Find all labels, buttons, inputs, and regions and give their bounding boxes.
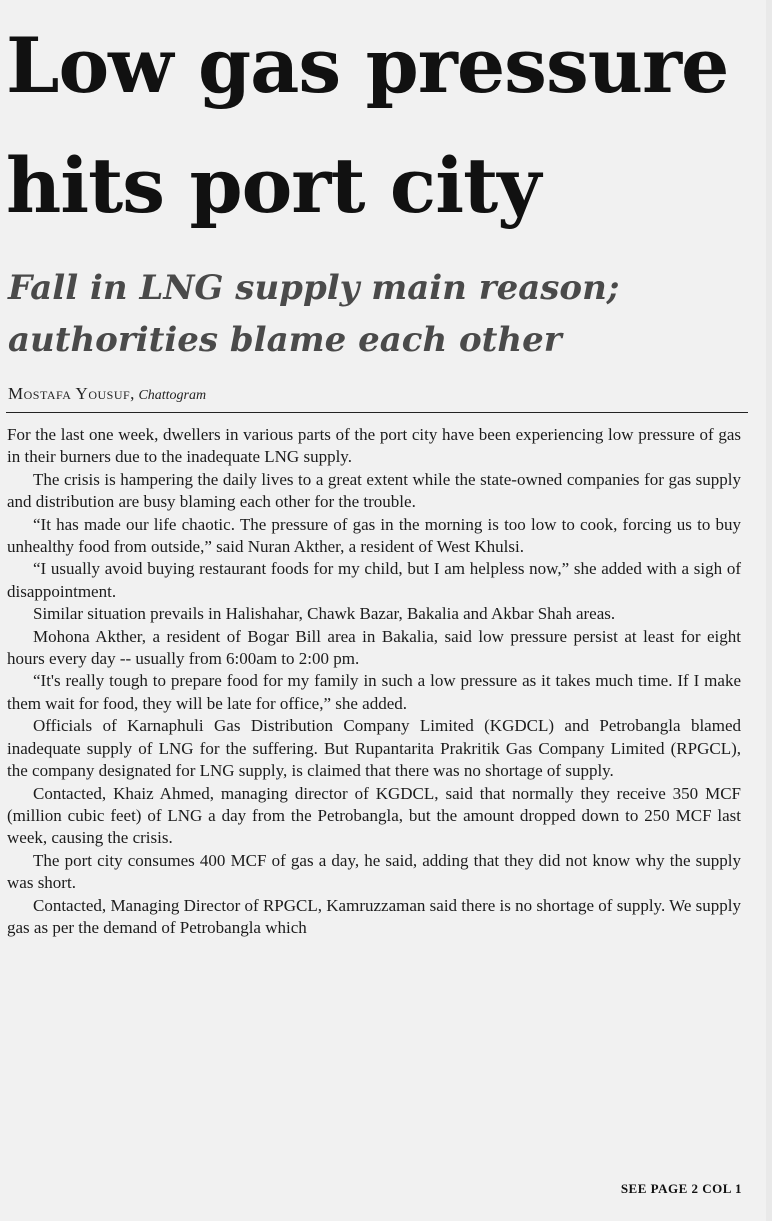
paragraph: Similar situation prevails in Halishahar, Chawk Bazar, Bakalia and Akbar Shah areas. <box>33 604 616 624</box>
paragraph: The crisis is hampering the daily lives to a great extent while the state-owned companies for gas supply and distribution are busy blaming each other for the trouble. <box>7 469 741 512</box>
byline-location: Chattogram <box>138 388 207 403</box>
byline-author: Mostafa Yousuf, <box>8 384 135 403</box>
subheadline: Fall in LNG supply main reason; authorities blame each other <box>8 268 620 360</box>
paragraph: The port city consumes 400 MCF of gas a day, he said, adding that they did not know why the supply was short. <box>7 850 741 893</box>
continuation-jump: SEE PAGE 2 COL 1 <box>620 1181 742 1196</box>
paragraph: Contacted, Khaiz Ahmed, managing director of KGDCL, said that normally they receive 350 MCF (million cubic feet) of LNG a day from the Petrobangla, but the amount dropped down to 250 MCF last week, causing the crisis. <box>7 783 741 848</box>
paragraph: Officials of Karnaphuli Gas Distribution Company Limited (KGDCL) and Petrobangla blamed inadequate supply of LNG for the suffering. But Rupantarita Prakritik Gas Company Limited (RPGCL), the company designated for LNG supply, is claimed that there was no shortage of supply. <box>7 716 741 781</box>
paragraph: “It has made our life chaotic. The pressure of gas in the morning is too low to cook, forcing us to buy unhealthy food from outside,” said Nuran Akther, a resident of West Khulsi. <box>7 514 741 557</box>
paragraph: For the last one week, dwellers in various parts of the port city have been experiencing low pressure of gas in their burners due to the inadequate LNG supply. <box>7 425 741 467</box>
paragraph: “It's really tough to prepare food for my family in such a low pressure as it takes much time. If I make them wait for food, they will be late for office,” she added. <box>7 671 741 713</box>
byline <box>8 384 206 406</box>
paragraph: Mohona Akther, a resident of Bogar Bill area in Bakalia, said low pressure persist at least for eight hours every day -- usually from 6:00am to 2:00 pm. <box>7 626 741 669</box>
paragraph: “I usually avoid buying restaurant foods for my child, but I am helpless now,” she added with a sigh of disappointment. <box>7 559 741 601</box>
article-body <box>7 424 741 939</box>
paragraph: Contacted, Managing Director of RPGCL, Kamruzzaman said there is no shortage of supply. We supply gas as per the demand of Petrobangla which <box>7 895 741 937</box>
byline-divider <box>6 412 748 413</box>
headline: Low gas pressure hits port city <box>6 21 729 230</box>
